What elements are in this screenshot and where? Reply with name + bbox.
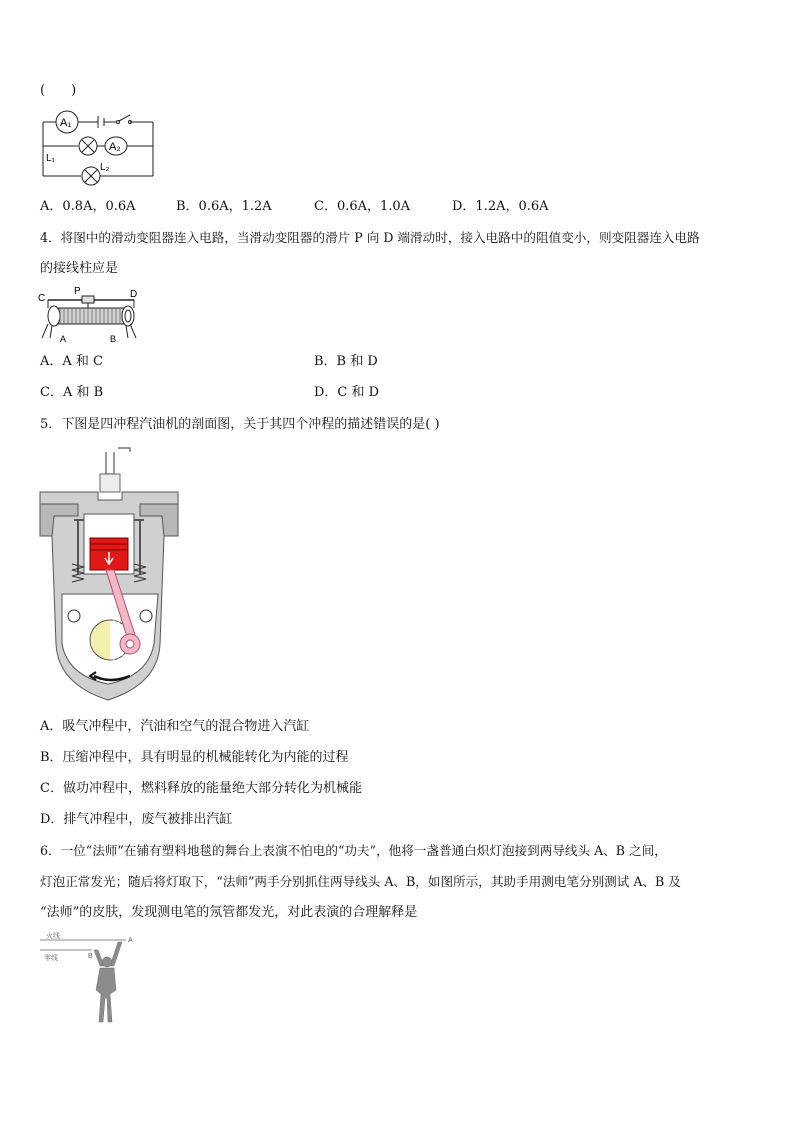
q6-label-zero-line: 零线 [44, 955, 58, 962]
q4-stem-line1: 4．将图中的滑动变阻器连入电路，当滑动变阻器的滑片 P 向 D 端滑动时，接入电路中的阻值变小，则变阻器连入电路 [40, 230, 700, 245]
q6-stem-line3: “法师”的皮肤，发现测电笔的氖管都发光，对此表演的合理解释是 [40, 905, 418, 920]
q3-label-l1: L₁ [46, 153, 55, 164]
q4-option-c[interactable]: C．A 和 B [40, 385, 104, 400]
q6-label-a: A [128, 937, 133, 944]
q5-option-b[interactable]: B．压缩冲程中，具有明显的机械能转化为内能的过程 [40, 750, 349, 765]
q4-option-b[interactable]: B．B 和 D [314, 354, 378, 369]
q3-option-a[interactable]: A．0.8A，0.6A [40, 199, 136, 214]
q5-option-d[interactable]: D．排气冲程中，废气被排出汽缸 [40, 812, 233, 827]
q4-label-b: B [110, 334, 117, 344]
q3-label-a2: A₂ [109, 141, 121, 153]
q4-label-p: P [74, 286, 81, 297]
q6-label-fire-line: 火线 [46, 933, 60, 940]
q5-option-a[interactable]: A．吸气冲程中，汽油和空气的混合物进入汽缸 [40, 719, 310, 734]
q3-option-b[interactable]: B．0.6A，1.2A [176, 199, 272, 214]
q3-label-a1: A₁ [60, 117, 72, 129]
q3-circuit-diagram [38, 106, 158, 188]
q3-answer-paren: ( ) [40, 83, 77, 98]
q4-label-c: C [38, 293, 46, 304]
q6-label-b: B [88, 953, 93, 960]
q3-option-c[interactable]: C．0.6A，1.0A [314, 199, 411, 214]
q6-stem-line2: 灯泡正常发光；随后将灯取下，“法师”两手分别抓住两导线头 A、B，如图所示，其助手用测电笔分别测试 A、B 及 [40, 874, 681, 889]
q5-option-c[interactable]: C．做功冲程中，燃料释放的能量绝大部分转化为机械能 [40, 781, 362, 796]
q4-rheostat-figure [38, 286, 142, 344]
q4-label-a: A [60, 334, 67, 344]
q3-option-d[interactable]: D．1.2A，0.6A [452, 199, 549, 214]
q4-option-a[interactable]: A．A 和 C [40, 354, 103, 369]
q4-label-d: D [130, 289, 138, 300]
q5-stem: 5．下图是四冲程汽油机的剖面图，关于其四个冲程的描述错误的是( ) [40, 417, 440, 432]
q5-engine-figure [38, 444, 180, 706]
q6-performer-figure [40, 930, 140, 1026]
q6-stem-line1: 6．一位“法师”在铺有塑料地毯的舞台上表演不怕电的“功夫”，他将一盏普通白炽灯泡接到两导线头 A、B 之间， [40, 843, 667, 858]
q4-option-d[interactable]: D．C 和 D [314, 385, 380, 400]
q4-stem-line2: 的接线柱应是 [40, 261, 119, 276]
q3-label-l2: L₂ [100, 162, 110, 173]
